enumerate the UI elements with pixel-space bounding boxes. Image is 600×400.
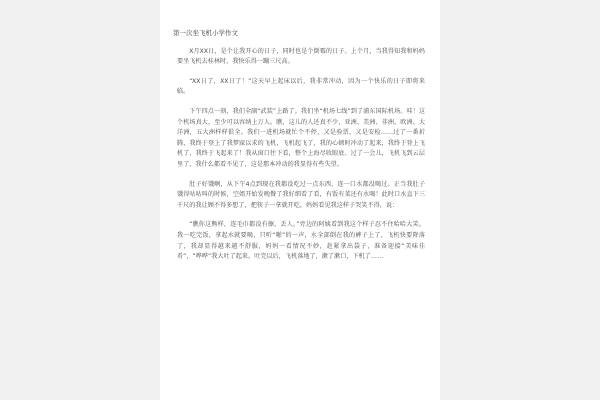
paragraph-3: 下午四点一刻，我们全副“武装”上路了。我们坐“机场七线”到了浦东国际机场。哇！这个机场真大，至少可以容纳上万人。瞧，这儿的人还真不少，亚洲、美洲、非洲、欧洲、大洋洲，五大洲样样俱全。我们一进机场就忙个不停，又是验票，又是安检……过了一番折腾，我终于登上了我梦寐以求的飞机，飞机起飞了，我的心顿时冲动了起来，我终于登上飞机了，我终于飞起来了！我从窗口往下看，整个上海尽收眼底。过了一会儿，飞机飞到云层里了，我什么都看不见了，这是那本冲动的我显得有些失望。 (177, 107, 425, 168)
paragraph-5: “瞧你这熊样，连毛巾都没有擦，丢人。”旁边的阿姨看到我这个样子忍不住哈哈大笑。我一吃完饭，拿起水就要喝，只听“啪”的一声，水全部倒在我的裤子上了，飞机快要降落了，我却显得越来越不舒服，妈妈一看情况不妙，赶紧拿出袋子，准备迎接“美味佳肴”，“哗哗”我大吐了起来。吐完以后，飞机落地了，漱了漱口，下机了…… (177, 221, 425, 261)
document-body (173, 28, 425, 272)
document-title: 第一次坐飞机小学作文 (173, 29, 238, 37)
paragraph-2: “XX日了，XX日了！”这天早上起床以后，我非常冲动，因为一个快乐的日子即将来临。 (177, 77, 425, 96)
paragraph-1: X月XX日，是个让我开心的日子，同时也是个倒霉的日子。上个月，当我得知我和妈妈要坐飞机去桂林时，我快乐得一蹦三尺高。 (177, 47, 425, 66)
document-page (160, 0, 440, 400)
paragraph-4: 肚子好饿啊，从下午4点到现在我都没吃过一点东西，连一口水都没喝过。正当我肚子饿得咕咕叫的时候，空姐开始发晚餐了我好细看了看，有饭有菜还有水喝！此时口水直下三千尺的我让顾不得多想了，把筷子一拿就开吃，妈妈看见我这样子哭笑不得，说： (177, 180, 425, 209)
